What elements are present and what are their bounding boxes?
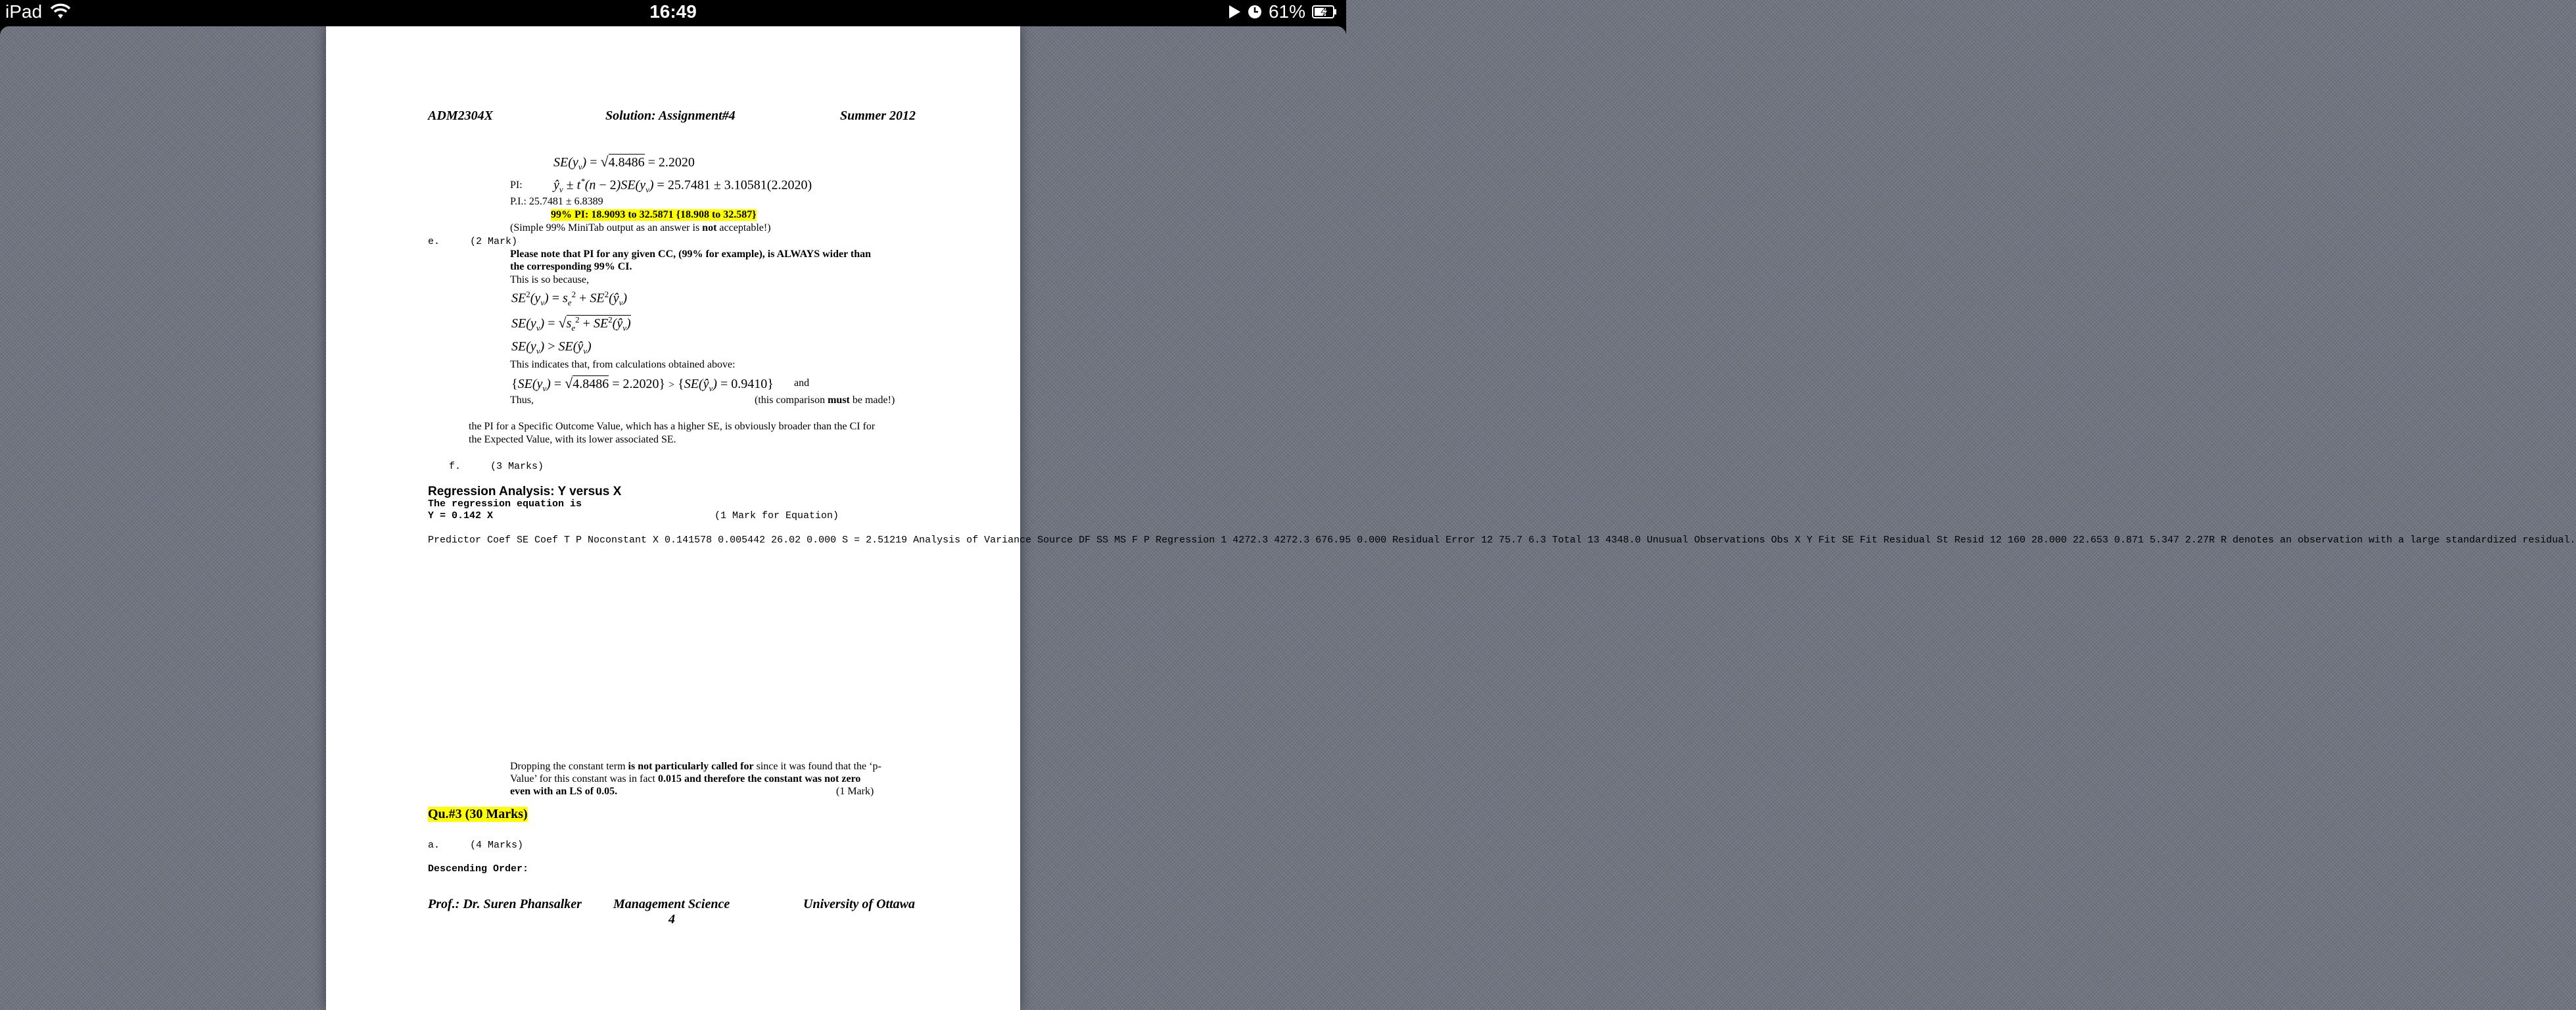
play-icon — [1228, 5, 1241, 19]
part-e-marks: (2 Mark) — [470, 236, 518, 247]
equation-variance: $SE^2(y_v) = s_e^2$ + $SE^2(ŷ_v)$ — [511, 289, 628, 308]
drop-constant-line2: Value’ for this constant was in fact 0.015 and therefore the constant was not zero — [510, 773, 861, 784]
footer-professor: Prof.: Dr. Suren Phansalker — [428, 897, 582, 911]
device-name: iPad — [5, 1, 43, 22]
clock-icon — [1248, 5, 1262, 19]
indicates-text: This indicates that, from calculations obtained above: — [510, 359, 736, 370]
pi-label: PI: — [510, 180, 523, 191]
frame-corner-left — [0, 26, 9, 36]
header-course: ADM2304X — [428, 108, 493, 123]
regression-title: Regression Analysis: Y versus X — [428, 485, 622, 498]
drop-constant-line1: Dropping the constant term is not particularly called for since it was found that the ‘p- — [510, 761, 881, 772]
formula-pi: $ŷ_v \pm t^*(n - 2)SE(y_v) = 25.7481 \pm 3.10581(2.2020)$ — [553, 176, 812, 195]
header-term: Summer 2012 — [840, 108, 916, 123]
part-e-because: This is so because, — [510, 274, 589, 285]
conclusion-line1: the PI for a Specific Outcome Value, which has a higher SE, is obviously broader than the CI for — [469, 421, 876, 432]
equation-se-sqrt: $SE(y_v) = √s_e^2$ + $SE^2(ŷ_v)$ — [511, 314, 631, 333]
part-e-note-line1: Please note that PI for any given CC, (99% for example), is ALWAYS wider than — [510, 249, 872, 260]
part-f-label: f. — [449, 461, 461, 472]
page-number: 4 — [668, 912, 675, 926]
comparison-must-note: (this comparison must be made!) — [755, 395, 895, 406]
part-e-label: e. — [428, 236, 440, 247]
formula-se-yv: $SE(y_v) = √4.8486 = 2.2020$ — [553, 153, 695, 172]
qu3-title: Qu.#3 (30 Marks) — [428, 807, 528, 821]
equation-mark: (1 Mark for Equation) — [714, 510, 839, 521]
qu3-a-marks: (4 Marks) — [470, 840, 524, 851]
qu3-a-label: a. — [428, 840, 440, 851]
battery-percent: 61% — [1268, 1, 1305, 22]
clock-time: 16:49 — [649, 1, 697, 22]
part-e-note-line2: the corresponding 99% CI. — [510, 261, 632, 272]
drop-constant-mark: (1 Mark) — [836, 786, 874, 797]
header-title: Solution: Assignment#4 — [605, 108, 736, 123]
pi-highlight: 99% PI: 18.9093 to 32.5871 {18.908 to 32.587} — [551, 209, 757, 220]
document-page[interactable] — [326, 26, 2576, 1010]
pi-result: P.I.: 25.7481 ± 6.8389 — [510, 196, 603, 207]
equation-inequality: $SE(y_v)$ > $SE(ŷ_v)$ — [511, 339, 592, 356]
conclusion-line2: the Expected Value, with its lower associated SE. — [469, 434, 676, 445]
simple-note: (Simple 99% MiniTab output as an answer is not acceptable!) — [510, 222, 771, 233]
regression-equation: Y = 0.142 X — [428, 510, 494, 521]
minitab-output: Predictor Coef SE Coef T P Noconstant X 0.141578 0.005442 26.02 0.000 S = 2.51219 Analysis of Variance Source DF SS MS F P Regression 1 4272.3 4272.3 676.95 0.000 Residual Error 12 75.7 6.3 Total 13 4348.0 Unusual Observations Obs X Y Fit SE Fit Residual St Resid 12 160 28.000 22.653 0.871 5.347 2.27R R denotes an observation with a large standardized residual. — [428, 535, 2576, 546]
footer-department: Management Science — [613, 897, 730, 911]
footer-university: University of Ottawa — [803, 897, 915, 911]
status-bar — [0, 0, 1346, 26]
frame-corner-right — [1337, 26, 1346, 36]
drop-constant-line3: even with an LS of 0.05. — [510, 786, 618, 797]
battery-icon — [1312, 5, 1337, 19]
part-f-marks: (3 Marks) — [490, 461, 544, 472]
and-text: and — [794, 377, 810, 389]
comparison-formula: $\{SE(y_v) = √4.8486 = 2.2020\}$ > $\{SE(ŷ_v) = 0.9410\}$ — [511, 375, 774, 393]
regression-eq-intro: The regression equation is — [428, 498, 582, 510]
descending-order: Descending Order: — [428, 863, 529, 875]
thus-text: Thus, — [510, 395, 534, 406]
